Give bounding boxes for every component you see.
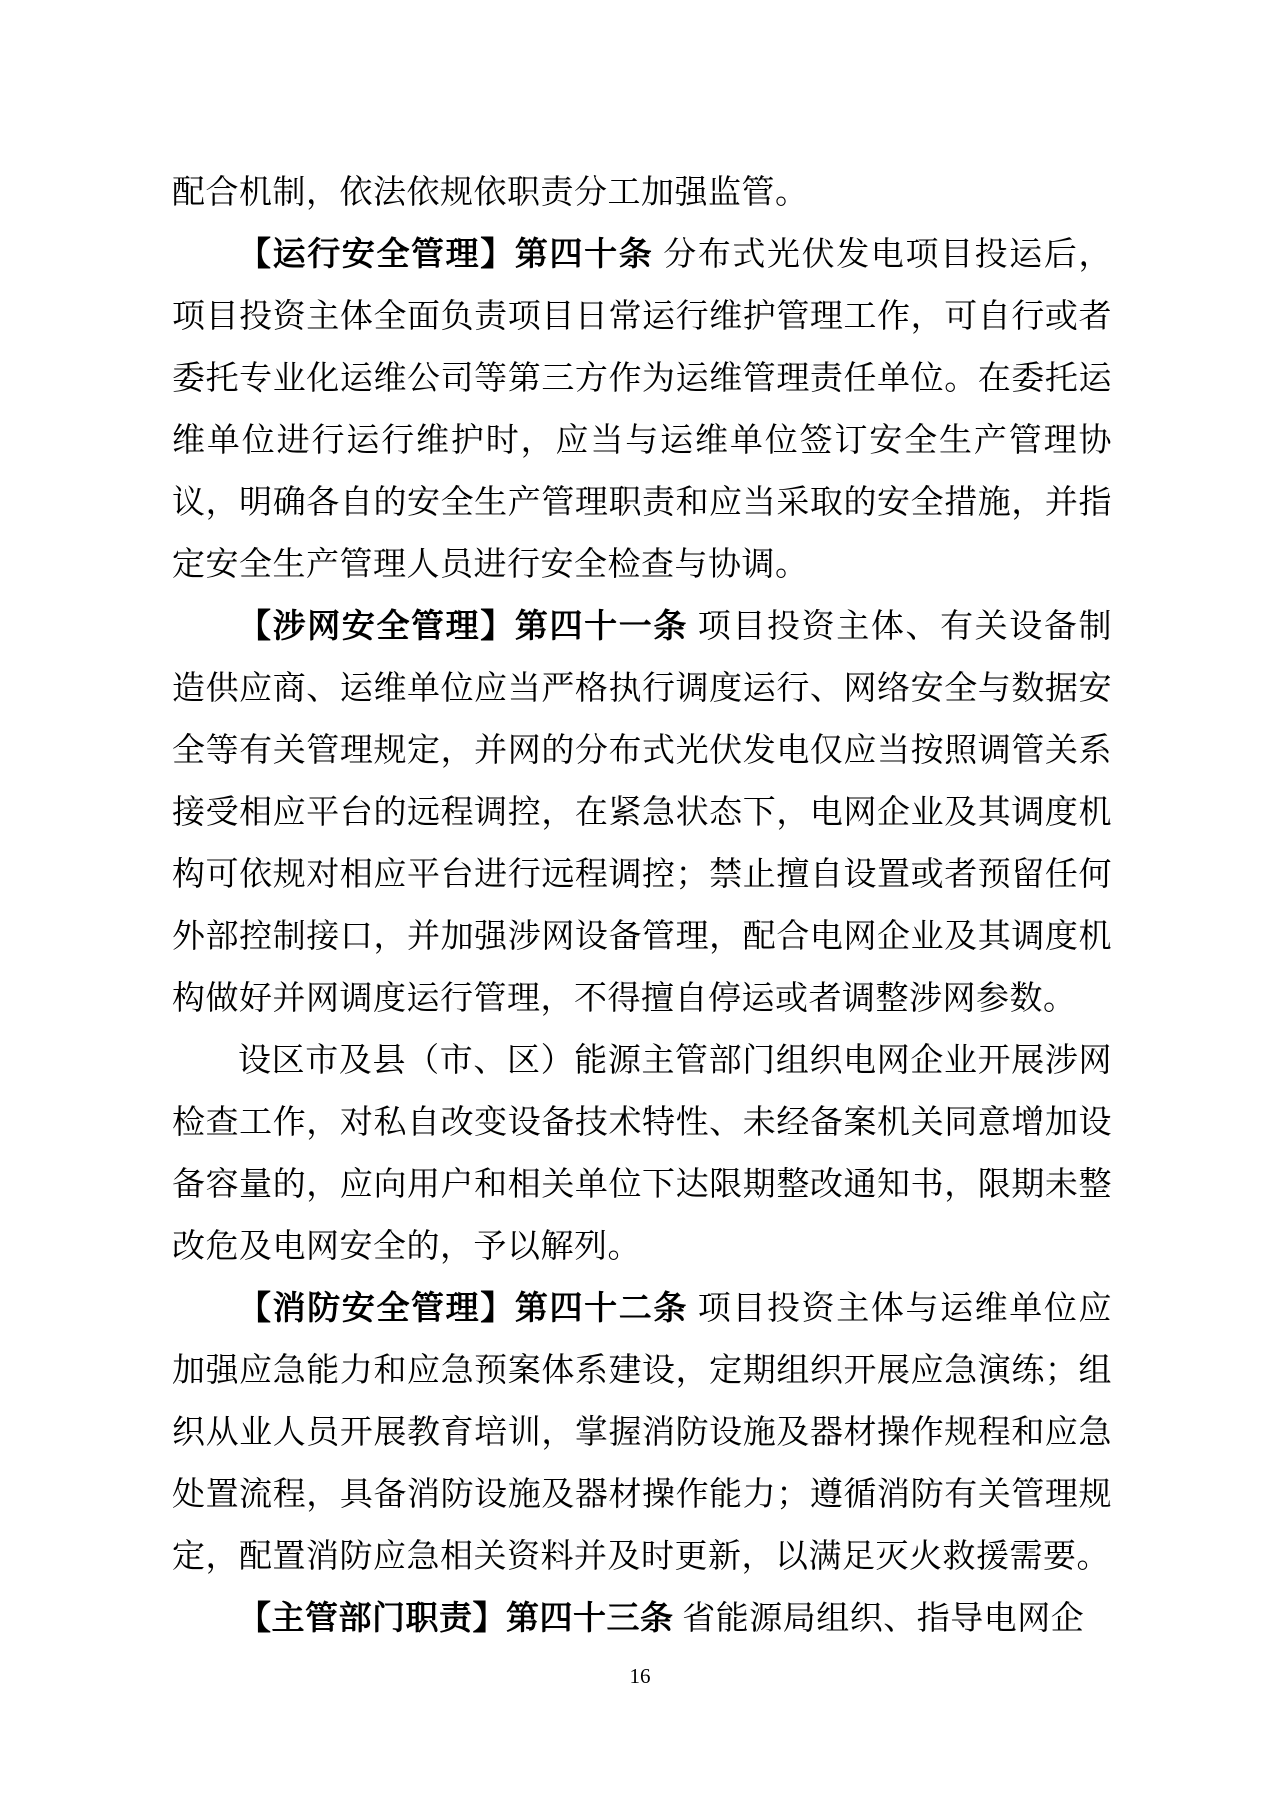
paragraph bbox=[172, 1030, 1112, 1278]
article-heading: 【消防安全管理】第四十二条 bbox=[238, 1291, 688, 1327]
paragraph bbox=[172, 1588, 1112, 1650]
article-heading: 【主管部门职责】第四十三条 bbox=[238, 1601, 674, 1637]
paragraph-text: 配合机制，依法依规依职责分工加强监管。 bbox=[172, 175, 809, 211]
paragraph bbox=[172, 596, 1112, 1030]
paragraph bbox=[172, 224, 1112, 596]
document-body bbox=[172, 162, 1112, 1650]
article-heading: 【运行安全管理】第四十条 bbox=[238, 237, 654, 273]
paragraph bbox=[172, 1278, 1112, 1588]
paragraph-text: 省能源局组织、指导电网企 bbox=[673, 1601, 1085, 1637]
paragraph-text: 设区市及县（市、区）能源主管部门组织电网企业开展涉网检查工作，对私自改变设备技术特性、未经备案机关同意增加设备容量的，应向用户和相关单位下达限期整改通知书，限期未整改危及电网安全的，予以解列。 bbox=[172, 1043, 1112, 1265]
paragraph-text: 分布式光伏发电项目投运后，项目投资主体全面负责项目日常运行维护管理工作，可自行或者委托专业化运维公司等第三方作为运维管理责任单位。在委托运维单位进行运行维护时，应当与运维单位签订安全生产管理协议，明确各自的安全生产管理职责和应当采取的安全措施，并指定安全生产管理人员进行安全检查与协调。 bbox=[172, 237, 1113, 583]
paragraph-text: 项目投资主体、有关设备制造供应商、运维单位应当严格执行调度运行、网络安全与数据安全等有关管理规定，并网的分布式光伏发电仅应当按照调管关系接受相应平台的远程调控，在紧急状态下，电网企业及其调度机构可依规对相应平台进行远程调控；禁止擅自设置或者预留任何外部控制接口，并加强涉网设备管理，配合电网企业及其调度机构做好并网调度运行管理，不得擅自停运或者调整涉网参数。 bbox=[172, 609, 1113, 1017]
article-heading: 【涉网安全管理】第四十一条 bbox=[238, 609, 688, 645]
page-number: 16 bbox=[629, 1664, 651, 1688]
paragraph-text: 项目投资主体与运维单位应加强应急能力和应急预案体系建设，定期组织开展应急演练；组织从业人员开展教育培训，掌握消防设施及器材操作规程和应急处置流程，具备消防设施及器材操作能力；遵循消防有关管理规定，配置消防应急相关资料并及时更新，以满足灭火救援需要。 bbox=[172, 1291, 1113, 1575]
paragraph bbox=[172, 162, 1112, 224]
